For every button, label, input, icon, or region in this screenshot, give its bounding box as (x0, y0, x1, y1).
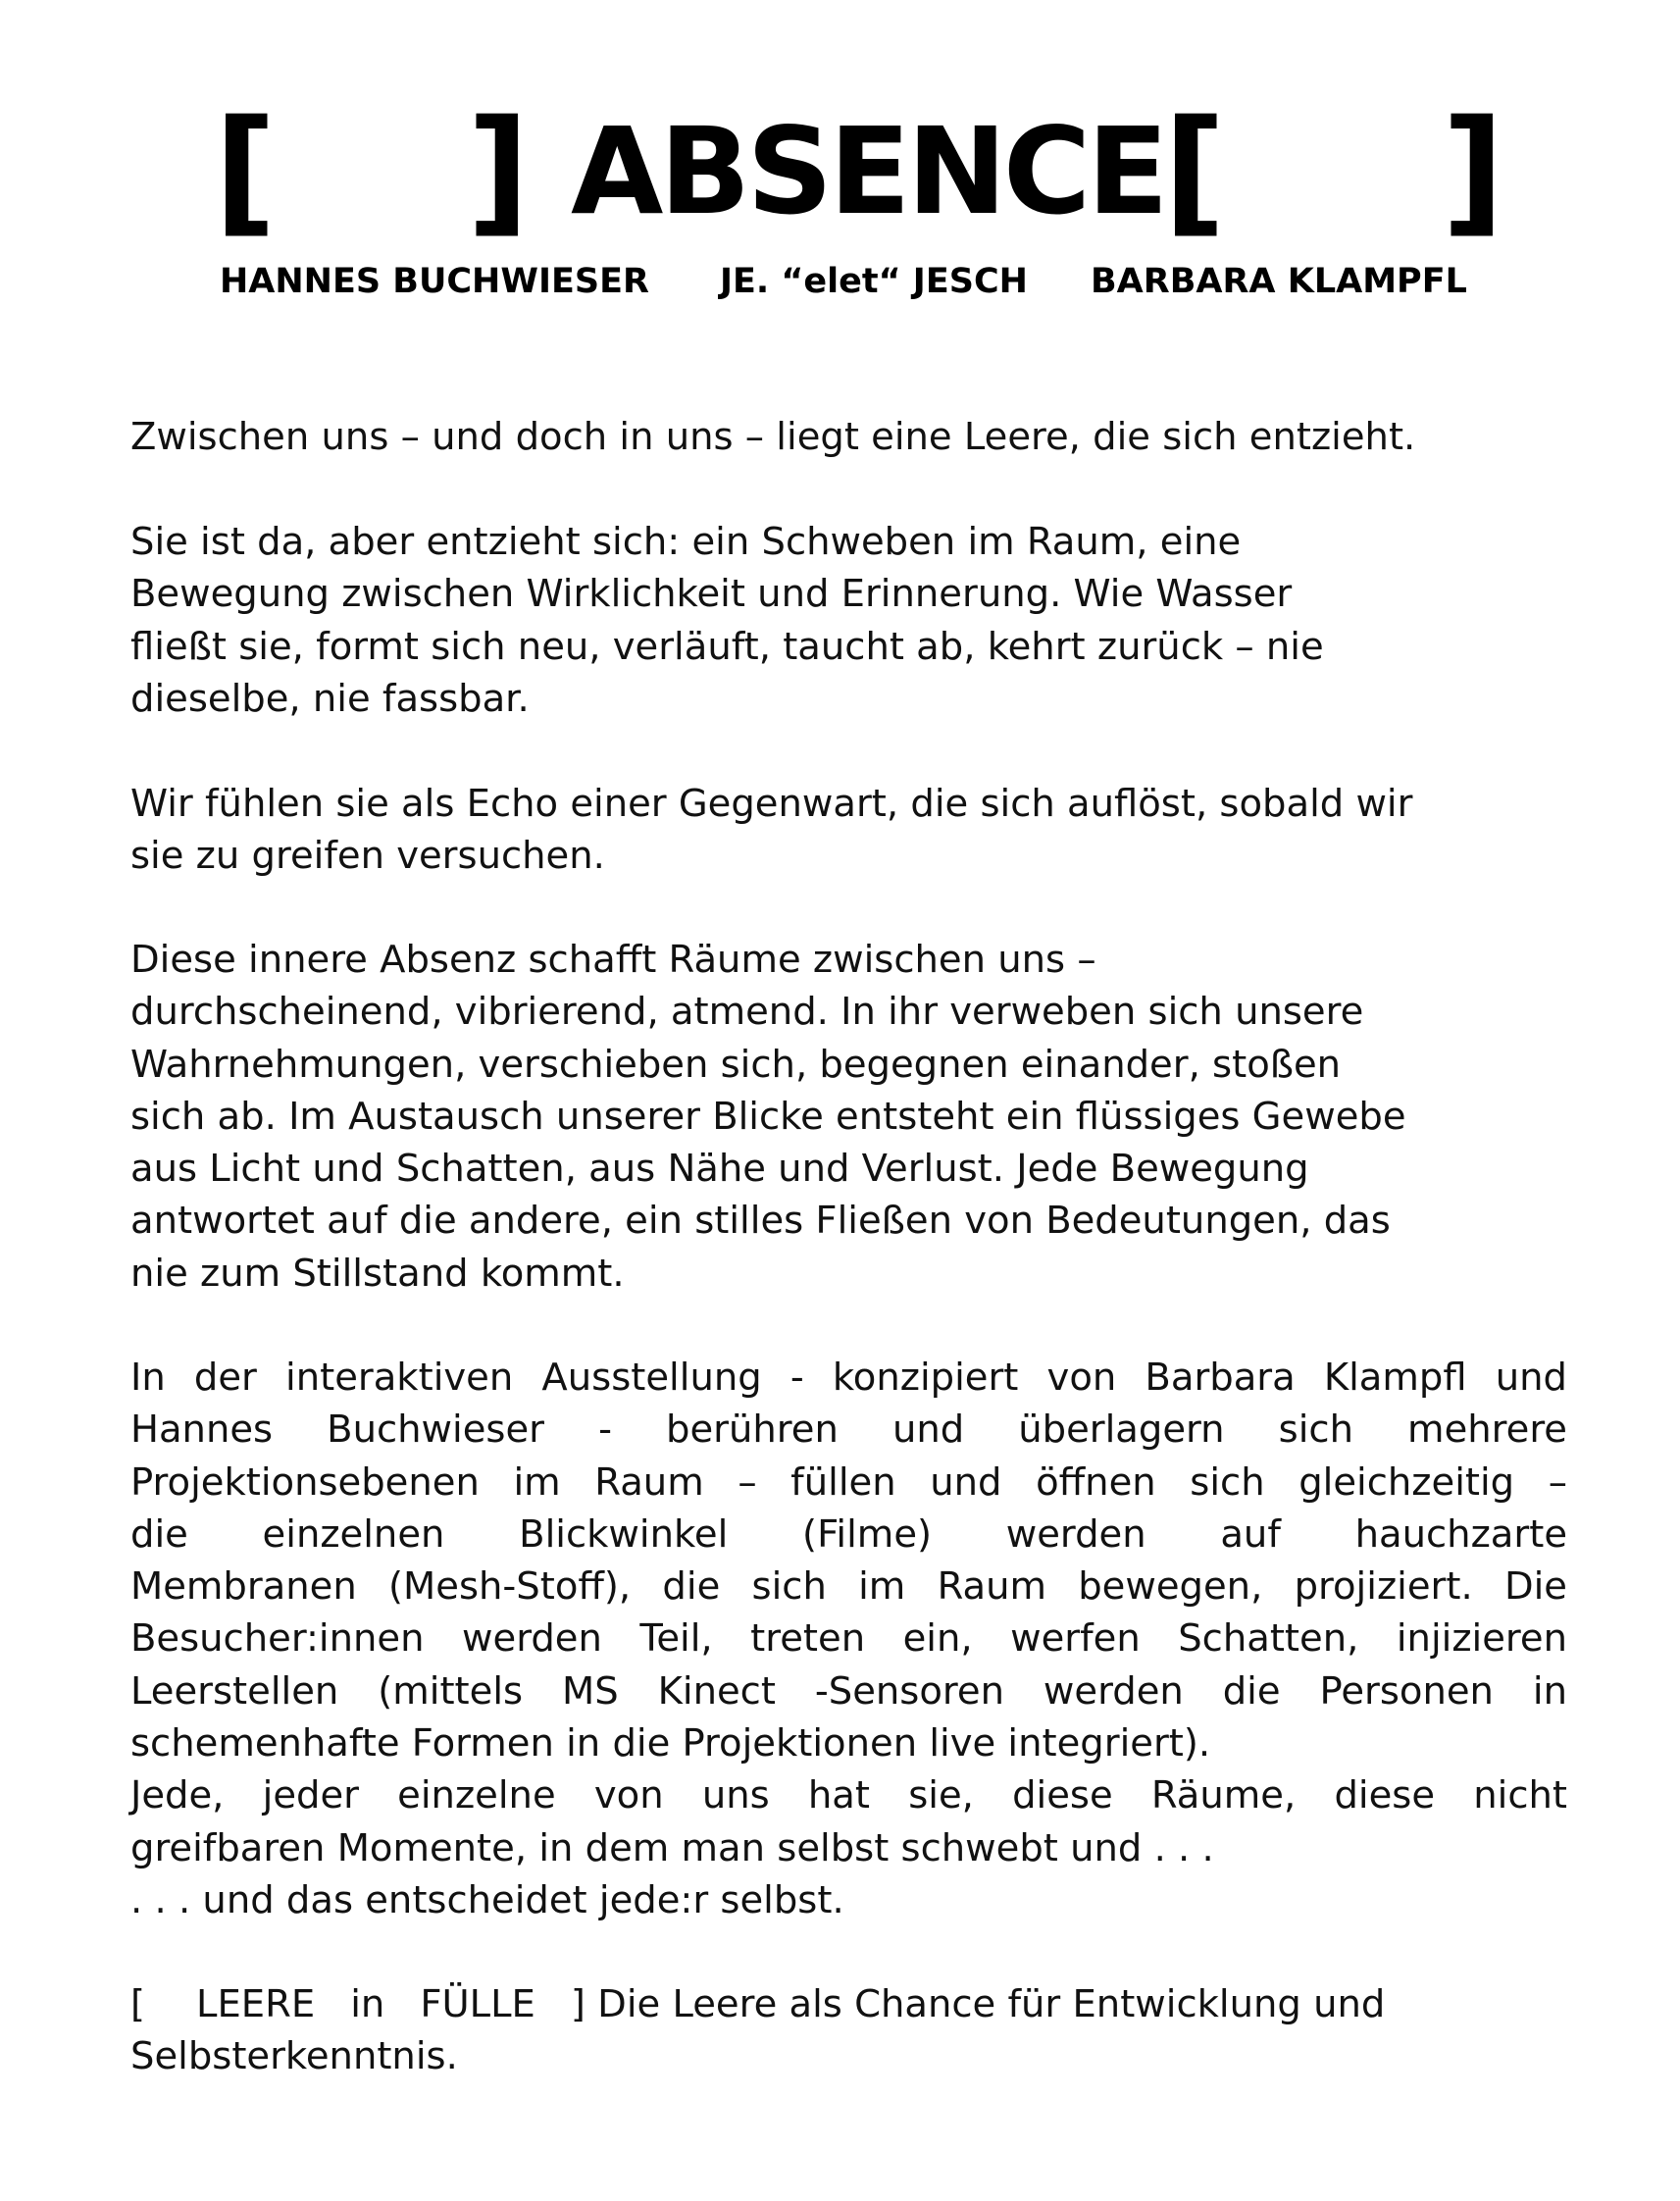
paragraph-line: sie zu greifen versuchen. (130, 834, 605, 879)
paragraph-line: Bewegung zwischen Wirklichkeit und Erinnerung. Wie Wasser (130, 572, 1293, 617)
left-bracket-close: ] (467, 91, 530, 251)
left-bracket-open: [ (214, 91, 277, 251)
title-header (0, 91, 1680, 251)
right-bracket-open: [ (1163, 91, 1226, 251)
paragraph-5 (130, 1352, 1567, 1926)
paragraph-line: nie zum Stillstand kommt. (130, 1251, 625, 1296)
leere-rest-line-2: Selbsterkenntnis. (130, 2034, 458, 2079)
paragraph-line: Projektionsebenen im Raum – füllen und öffnen sich gleichzeitig – (130, 1459, 1567, 1505)
fuelle-bracket-close: ] (570, 1982, 585, 2026)
right-bracket-close: ] (1442, 91, 1504, 251)
paragraph-line: Diese innere Absenz schafft Räume zwischen uns – (130, 938, 1096, 982)
paragraph-line: fließt sie, formt sich neu, verläuft, taucht ab, kehrt zurück – nie (130, 624, 1324, 669)
paragraph-line: durchscheinend, vibrierend, atmend. In ihr verweben sich unsere (130, 990, 1364, 1035)
paragraph-line: sich ab. Im Austausch unserer Blicke entsteht ein flüssiges Gewebe (130, 1094, 1406, 1139)
paragraph-1 (130, 411, 1567, 463)
leere-rest-line-1: Die Leere als Chance für Entwicklung und (597, 1982, 1386, 2026)
paragraph-line: Sie ist da, aber entzieht sich: ein Schweben im Raum, eine (130, 520, 1242, 564)
paragraph-4 (130, 934, 1567, 1300)
paragraph-line: Membranen (Mesh-Stoff), die sich im Raum bewegen, projiziert. Die (130, 1564, 1567, 1610)
paragraph-line: schemenhafte Formen in die Projektionen live integriert). (130, 1721, 1211, 1766)
paragraph-line (130, 1978, 1567, 2030)
paragraph-2 (130, 516, 1567, 725)
paragraph-line: Jede, jeder einzelne von uns hat sie, diese Räume, diese nicht (130, 1773, 1567, 1818)
paragraph-line: . . . und das entscheidet jede:r selbst. (130, 1877, 844, 1922)
paragraph-line: greifbaren Momente, in dem man selbst schwebt und . . . (130, 1825, 1214, 1870)
fuelle-word: FÜLLE (420, 1982, 535, 2026)
paragraph-3 (130, 778, 1567, 883)
leere-word: LEERE (196, 1982, 316, 2026)
page-title: ABSENCE (571, 102, 1165, 241)
paragraph-line: Hannes Buchwieser - berühren und überlagern sich mehrere (130, 1408, 1567, 1453)
in-word: in (350, 1982, 385, 2026)
paragraph-line: Zwischen uns – und doch in uns – liegt eine Leere, die sich entzieht. (130, 415, 1416, 459)
leere-bracket-open: [ (130, 1982, 146, 2026)
paragraph-line: In der interaktiven Ausstellung - konzipiert von Barbara Klampfl und (130, 1356, 1567, 1400)
author-list (0, 260, 1680, 303)
paragraph-line: Besucher:innen werden Teil, treten ein, werfen Schatten, injizieren (130, 1616, 1567, 1662)
paragraph-line: Leerstellen (mittels MS Kinect -Sensoren werden die Personen in (130, 1668, 1567, 1714)
author-je-elet-jesch: JE. “elet“ JESCH (720, 262, 1028, 301)
paragraph-line: aus Licht und Schatten, aus Nähe und Verlust. Jede Bewegung (130, 1147, 1309, 1192)
author-hannes-buchwieser: HANNES BUCHWIESER (220, 262, 649, 301)
paragraph-line: Wahrnehmungen, verschieben sich, begegnen einander, stoßen (130, 1042, 1342, 1087)
paragraph-line: die einzelnen Blickwinkel (Filme) werden auf hauchzarte (130, 1511, 1567, 1557)
paragraph-line: Wir fühlen sie als Echo einer Gegenwart, die sich auflöst, sobald wir (130, 782, 1413, 826)
paragraph-7 (130, 1978, 1567, 2083)
paragraph-line: antwortet auf die andere, ein stilles Fließen von Bedeutungen, das (130, 1199, 1391, 1244)
author-barbara-klampfl: BARBARA KLAMPFL (1091, 262, 1467, 301)
paragraph-line: dieselbe, nie fassbar. (130, 676, 530, 721)
